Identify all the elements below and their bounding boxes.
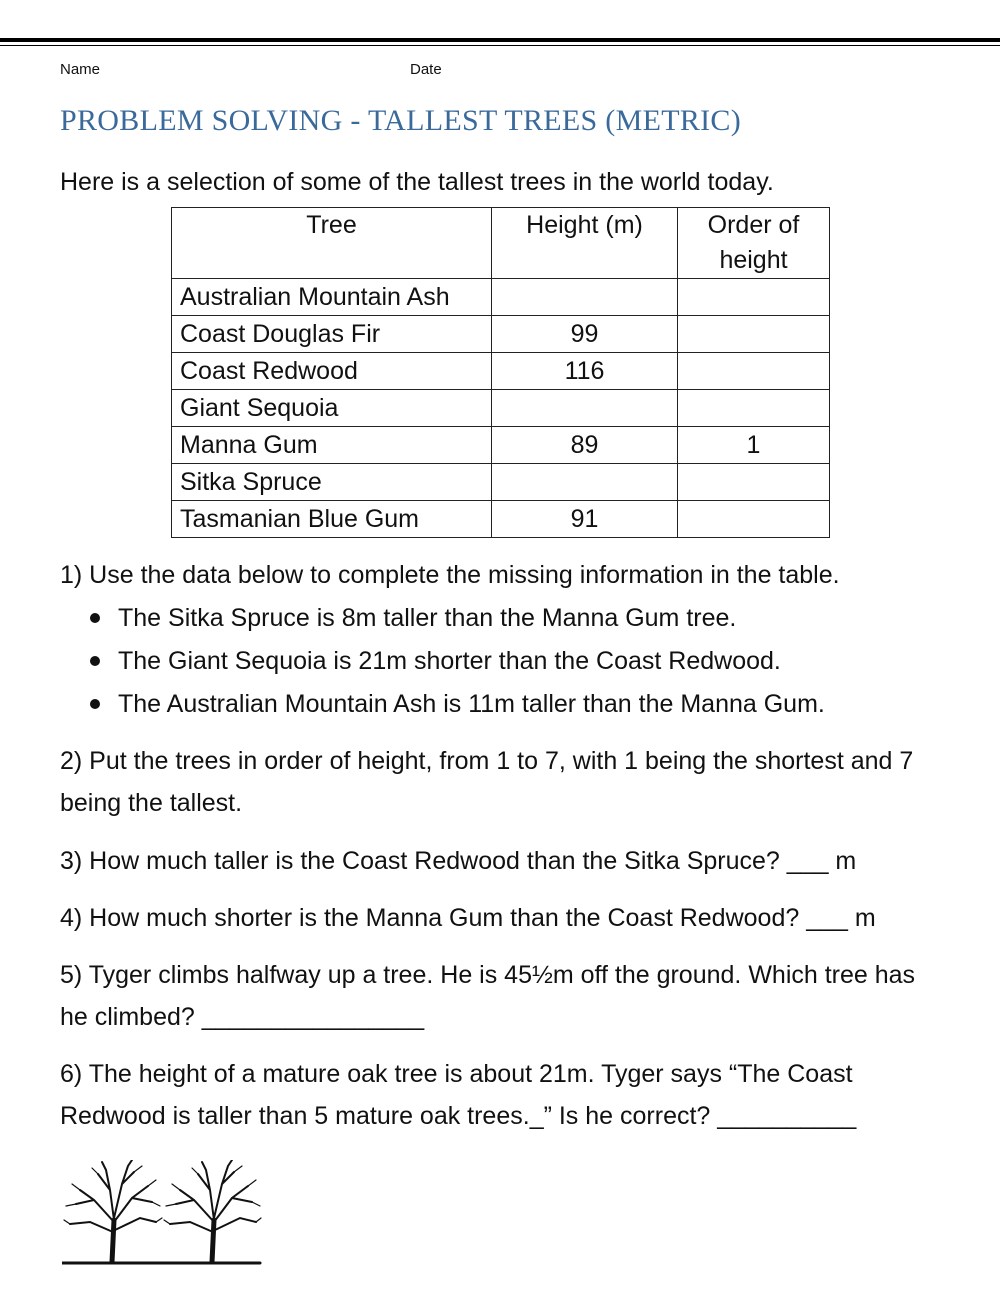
tree-order [678, 353, 830, 390]
question-6: 6) The height of a mature oak tree is about 21m. Tyger says “The Coast Redwood is taller than 5 mature oak trees._” Is he correct? __________ [60, 1060, 857, 1130]
list-item: The Sitka Spruce is 8m taller than the Manna Gum tree. [90, 598, 825, 641]
question-4: 4) How much shorter is the Manna Gum than the Coast Redwood? ___ m [60, 904, 876, 932]
tree-name: Manna Gum [172, 427, 492, 464]
tree-name: Coast Douglas Fir [172, 316, 492, 353]
table-row [172, 427, 830, 464]
tree-height: 91 [492, 501, 678, 538]
table-row [172, 279, 830, 316]
table-row [172, 390, 830, 427]
question-1-bullets [90, 598, 825, 727]
tree-order [678, 464, 830, 501]
bare-trees-illustration [62, 1160, 262, 1270]
tree-height [492, 390, 678, 427]
table-row [172, 464, 830, 501]
worksheet-title: PROBLEM SOLVING - TALLEST TREES (METRIC) [60, 104, 742, 137]
header-order-line1: Order of [707, 211, 800, 239]
tree-height: 116 [492, 353, 678, 390]
tree-height: 99 [492, 316, 678, 353]
top-rule-thick [0, 38, 1000, 42]
table-header-row [172, 208, 830, 279]
tree-height-table [171, 207, 830, 538]
header-tree: Tree [172, 208, 492, 279]
tree-order [678, 279, 830, 316]
question-5: 5) Tyger climbs halfway up a tree. He is 45½m off the ground. Which tree has he climbed? ________________ [60, 961, 916, 1031]
name-label: Name [60, 61, 101, 78]
table-row [172, 501, 830, 538]
date-label: Date [410, 61, 442, 78]
tree-order [678, 390, 830, 427]
tree-order [678, 501, 830, 538]
tree-name: Sitka Spruce [172, 464, 492, 501]
header-height: Height (m) [492, 208, 678, 279]
tree-name: Coast Redwood [172, 353, 492, 390]
tree-name: Australian Mountain Ash [172, 279, 492, 316]
tree-height: 89 [492, 427, 678, 464]
table-row [172, 316, 830, 353]
question-1: 1) Use the data below to complete the missing information in the table. [60, 561, 840, 589]
list-item: The Giant Sequoia is 21m shorter than the Coast Redwood. [90, 641, 825, 684]
header-order-line2: height [719, 246, 788, 274]
tree-height [492, 464, 678, 501]
question-3: 3) How much taller is the Coast Redwood than the Sitka Spruce? ___ m [60, 847, 857, 875]
intro-text: Here is a selection of some of the tallest trees in the world today. [60, 168, 774, 196]
top-rule-thin [0, 45, 1000, 46]
table-row [172, 353, 830, 390]
question-2: 2) Put the trees in order of height, from 1 to 7, with 1 being the shortest and 7 being the tallest. [60, 747, 914, 817]
list-item: The Australian Mountain Ash is 11m taller than the Manna Gum. [90, 684, 825, 727]
tree-order: 1 [678, 427, 830, 464]
header-order [678, 208, 830, 279]
tree-name: Tasmanian Blue Gum [172, 501, 492, 538]
tree-name: Giant Sequoia [172, 390, 492, 427]
tree-height [492, 279, 678, 316]
tree-order [678, 316, 830, 353]
